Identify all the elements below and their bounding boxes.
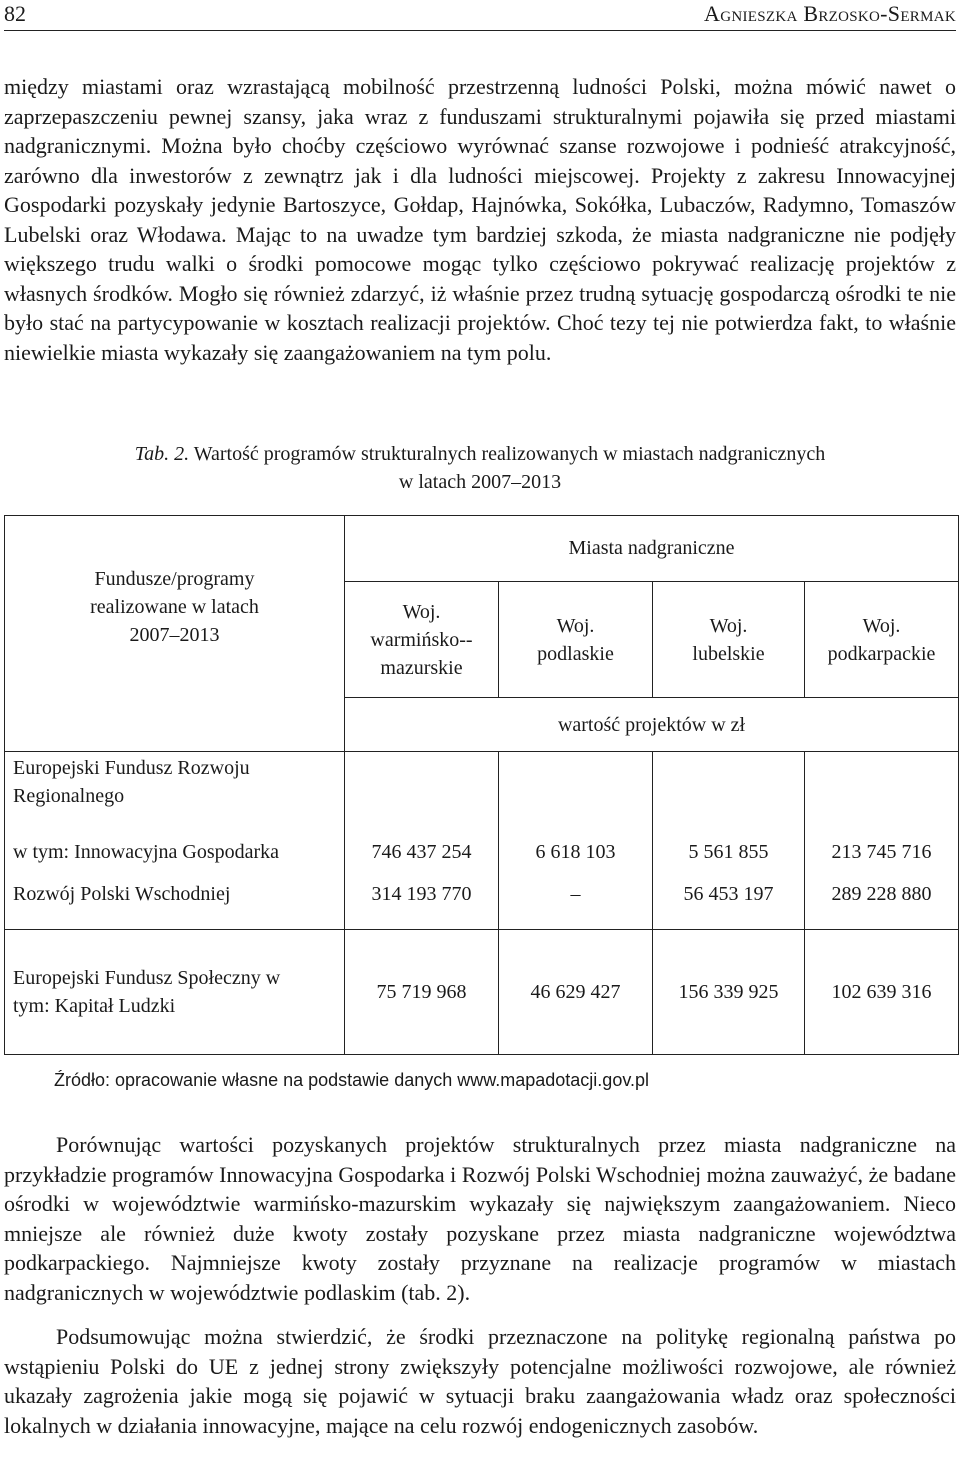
value-esf-podkarpackie: 102 639 316 bbox=[805, 929, 959, 1054]
value-eastern-lubelskie: 56 453 197 bbox=[683, 882, 774, 905]
caption-title: Wartość programów strukturalnych realizowanych w miastach nadgranicznych bbox=[193, 443, 826, 465]
running-head: Agnieszka Brzosko-Sermak bbox=[704, 1, 956, 26]
erdf-value-empty bbox=[661, 754, 796, 824]
erdf-values-lubelskie bbox=[653, 751, 805, 929]
table-caption bbox=[4, 440, 956, 496]
value-eastern-warminsko-mazurskie: 314 193 770 bbox=[371, 882, 472, 905]
value-esf-warminsko-mazurskie: 75 719 968 bbox=[345, 929, 499, 1054]
unit-header: wartość projektów w zł bbox=[345, 698, 959, 751]
value-innovative-podlaskie: 6 618 103 bbox=[535, 840, 616, 863]
caption-line-2: w latach 2007–2013 bbox=[398, 471, 562, 493]
row-header-cell: Fundusze/programy realizowane w latach 2007–2013 bbox=[5, 516, 345, 698]
erdf-values-podkarpackie bbox=[805, 751, 959, 929]
paragraph-1: między miastami oraz wzrastającą mobilność przestrzenną ludności Polski, można mówić nawet o zaprzepaszczeniu pewnej szansy, jaka wraz z funduszami strukturalnymi pojawiła się przed miastami nadgranicznymi. Można było choćby częściowo wyrównać szanse rozwojowe i podnieść atrakcyjność, zarówno dla inwestorów z zewnątrz jak i dla ludności miejscowej. Projekty z zakresu Innowacyjnej Gospodarki pozyskały jedynie Bartoszyce, Gołdap, Hajnówka, Sokółka, Lubaczów, Radymno, Tomaszów Lubelski oraz Włodawa. Mając to na uwadze tym bardziej szkoda, że miasta nadgraniczne nie podjęły większego trudu walki o środki pomocowe mogąc tylko częściowo pokrywać realizację projektów z własnych środków. Mogło się również zdarzyć, iż właśnie przez trudną sytuację gospodarczą ośrodki te nie było stać na partycypowanie w kosztach realizacji projektów. Choć tezy tej nie potwierdza fakt, to właśnie niewielkie miasta wykazały się zaangażowaniem na tym polu. bbox=[4, 74, 956, 365]
value-esf-lubelskie: 156 339 925 bbox=[653, 929, 805, 1054]
page-number: 82 bbox=[4, 1, 26, 26]
value-innovative-podkarpackie: 213 745 716 bbox=[831, 840, 932, 863]
value-eastern-podlaskie: – bbox=[570, 882, 581, 905]
value-innovative-lubelskie: 5 561 855 bbox=[688, 840, 769, 863]
erdf-value-empty bbox=[813, 754, 950, 824]
page-header bbox=[4, 0, 956, 30]
column-header-lubelskie: Woj. lubelskie bbox=[653, 581, 805, 698]
row-label-eastern-poland: Rozwój Polski Wschodniej bbox=[13, 882, 231, 905]
row-label-esf: Europejski Fundusz Społeczny w tym: Kapitał Ludzki bbox=[5, 929, 345, 1054]
table-source-note: Źródło: opracowanie własne na podstawie danych www.mapadotacji.gov.pl bbox=[54, 1070, 650, 1090]
erdf-label-cell bbox=[5, 751, 345, 929]
row-label-innovative-economy: w tym: Innowacyjna Gospodarka bbox=[13, 840, 280, 863]
value-esf-podlaskie: 46 629 427 bbox=[499, 929, 653, 1054]
data-table bbox=[4, 515, 959, 1055]
column-header-podkarpackie: Woj. podkarpackie bbox=[805, 581, 959, 698]
header-rule bbox=[4, 30, 956, 31]
caption-label: Tab. 2. bbox=[134, 443, 190, 465]
column-header-podlaskie: Woj. podlaskie bbox=[499, 581, 653, 698]
paragraph-2: Porównując wartości pozyskanych projektów strukturalnych przez miasta nadgraniczne na przykładzie programów Innowacyjna Gospodarka i Rozwój Polski Wschodniej można zauważyć, że badane ośrodki w województwie warmińsko-mazurskim wykazały się największym zaangażowaniem. Nieco mniejsze ale również duże kwoty zostały pozyskane przez miasta nadgraniczne województwa podkarpackiego. Najmniejsze kwoty zostały przyznane na realizacje programów w miastach nadgranicznych w województwie podlaskim (tab. 2). bbox=[4, 1132, 956, 1305]
erdf-value-empty bbox=[507, 754, 644, 824]
erdf-value-empty bbox=[353, 754, 490, 824]
erdf-values-warminsko-mazurskie bbox=[345, 751, 499, 929]
group-header: Miasta nadgraniczne bbox=[345, 516, 959, 582]
erdf-values-podlaskie bbox=[499, 751, 653, 929]
value-eastern-podkarpackie: 289 228 880 bbox=[831, 882, 932, 905]
column-header-warminsko-mazurskie: Woj. warmińsko--mazurskie bbox=[345, 581, 499, 698]
row-label-erdf: Europejski Fundusz Rozwoju Regionalnego bbox=[13, 756, 250, 807]
paragraph-3: Podsumowując można stwierdzić, że środki przeznaczone na politykę regionalną państwa po wstąpieniu Polski do UE z jednej strony zwiększyły potencjalne możliwości rozwojowe, ale również ukazały zagrożenia jakie mogą się pojawić w sytuacji braku zaangażowania władz oraz społeczności lokalnych w działania innowacyjne, mające na celu rozwój endogenicznych zasobów. bbox=[4, 1324, 956, 1438]
value-innovative-warminsko-mazurskie: 746 437 254 bbox=[371, 840, 472, 863]
caption-line-1 bbox=[4, 440, 956, 468]
header-spacer bbox=[5, 698, 345, 751]
